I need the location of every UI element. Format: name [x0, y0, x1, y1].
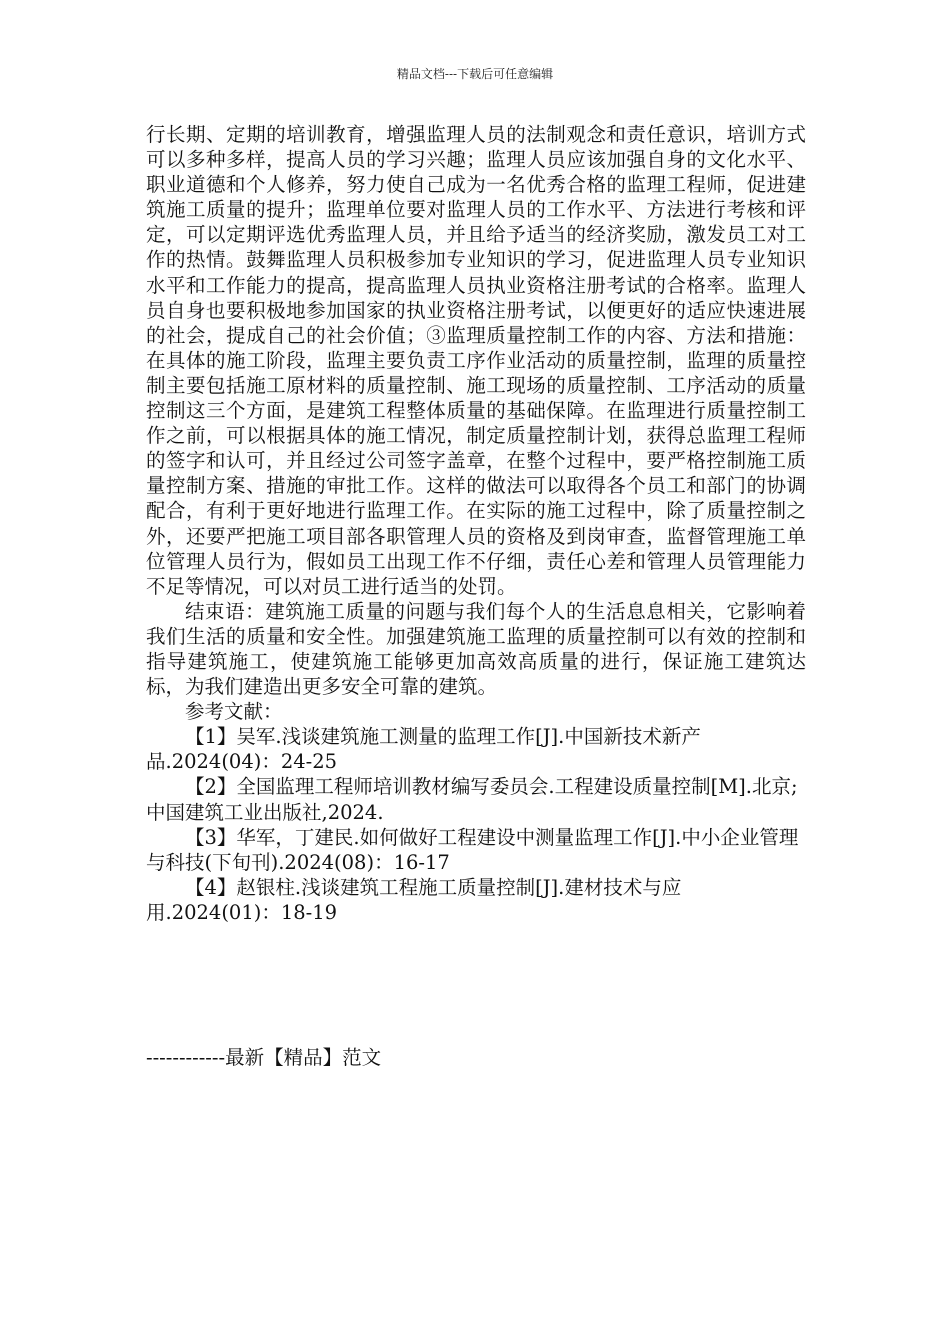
reference-item: 【4】赵银柱.浅谈建筑工程施工质量控制[J].建材技术与应用.2024(01)：18-19 [146, 875, 682, 924]
reference-item: 【2】全国监理工程师培训教材编写委员会.工程建设质量控制[M].北京;中国建筑工业出版社,2024. [146, 775, 798, 824]
reference-list [146, 724, 806, 925]
reference-item: 【3】华军，丁建民.如何做好工程建设中测量监理工作[J].中小企业管理与科技(下旬刊).2024(08)：16-17 [146, 825, 799, 874]
page-header: 精品文档---下载后可任意编辑 [396, 67, 554, 81]
conclusion-paragraph: 结束语：建筑施工质量的问题与我们每个人的生活息息相关，它影响着我们生活的质量和安全性。加强建筑施工监理的质量控制可以有效的控制和指导建筑施工，使建筑施工能够更加高效高质量的进行，保证施工建筑达标，为我们建造出更多安全可靠的建筑。 [146, 599, 806, 699]
reference-item: 【1】吴军.浅谈建筑施工测量的监理工作[J].中国新技术新产品.2024(04)：24-25 [146, 725, 701, 774]
references-heading: 参考文献： [185, 700, 283, 724]
page-footer: ------------最新【精品】范文 [146, 1046, 382, 1069]
document-body [146, 122, 806, 925]
body-paragraph: 行长期、定期的培训教育，增强监理人员的法制观念和责任意识，培训方式可以多种多样，提高人员的学习兴趣；监理人员应该加强自身的文化水平、职业道德和个人修养，努力使自己成为一名优秀合格的监理工程师，促进建筑施工质量的提升；监理单位要对监理人员的工作水平、方法进行考核和评定，可以定期评选优秀监理人员，并且给予适当的经济奖励，激发员工对工作的热情。鼓舞监理人员积极参加专业知识的学习，促进监理人员专业知识水平和工作能力的提高，提高监理人员执业资格注册考试的合格率。监理人员自身也要积极地参加国家的执业资格注册考试，以便更好的适应快速进展的社会，提成自己的社会价值；③监理质量控制工作的内容、方法和措施：在具体的施工阶段，监理主要负责工序作业活动的质量控制，监理的质量控制主要包括施工原材料的质量控制、施工现场的质量控制、工序活动的质量控制这三个方面，是建筑工程整体质量的基础保障。在监理进行质量控制工作之前，可以根据具体的施工情况，制定质量控制计划，获得总监理工程师的签字和认可，并且经过公司签字盖章，在整个过程中，要严格控制施工质量控制方案、措施的审批工作。这样的做法可以取得各个员工和部门的协调配合，有利于更好地进行监理工作。在实际的施工过程中，除了质量控制之外，还要严把施工项目部各职管理人员的资格及到岗审查，监督管理施工单位管理人员行为，假如员工出现工作不仔细，责任心差和管理人员管理能力不足等情况，可以对员工进行适当的处罚。 [146, 123, 806, 598]
